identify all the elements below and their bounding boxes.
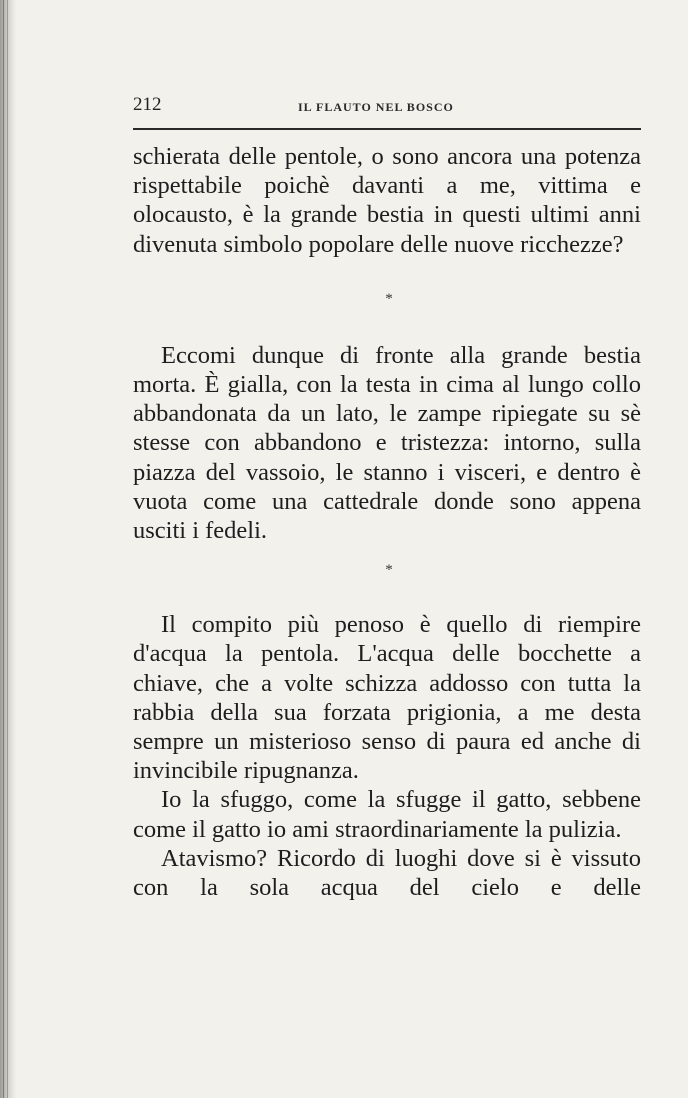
page-header	[133, 92, 641, 122]
paragraph: Eccomi dunque di fronte alla grande bestia morta. È gialla, con la testa in cima al lungo collo abbandonata da un lato, le zampe ripiegate su sè stesse con abbandono e tristezza: intorno, sulla piazza del vassoio, le stanno i visceri, e dentro è vuota come una cattedrale donde sono appena usciti i fedeli.	[133, 341, 641, 545]
gutter-line	[7, 0, 8, 1098]
header-rule	[133, 128, 641, 130]
section-separator: *	[385, 290, 393, 307]
page-number: 212	[133, 94, 162, 115]
running-title: IL FLAUTO NEL BOSCO	[298, 100, 454, 114]
body-text	[133, 142, 641, 902]
paragraph: Io la sfuggo, come la sfugge il gatto, sebbene come il gatto io ami straordinariamente la pulizia.	[133, 786, 641, 843]
paragraph: schierata delle pentole, o sono ancora una potenza rispettabile poichè davanti a me, vittima e olocausto, è la grande bestia in questi ultimi anni divenuta simbolo popolare delle nuove ricchezze?	[133, 143, 641, 258]
paragraph: Atavismo? Ricordo di luoghi dove si è vissuto con la sola acqua del cielo e delle	[133, 844, 641, 902]
gutter-line	[3, 0, 4, 1098]
section-separator: *	[385, 562, 393, 579]
paragraph: Il compito più penoso è quello di riempire d'acqua la pentola. L'acqua delle bocchette a chiave, che a volte schizza addosso con tutta la rabbia della sua forzata prigionia, a me desta sempre un misterioso senso di paura ed anche di invincibile ripugnanza.	[133, 611, 641, 785]
